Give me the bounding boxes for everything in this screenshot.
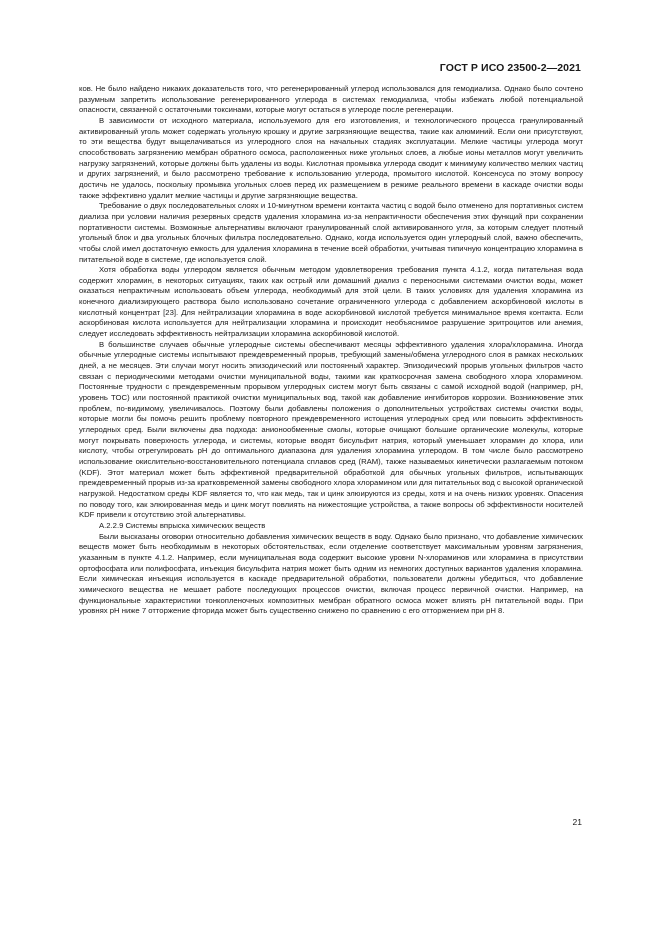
paragraph-chemical-injection: Были высказаны оговорки относительно добавления химических веществ в воду. Однако было признано, что добавление химических веществ может быть необходимым в некоторых обстоятельствах, если отделение соответствует максимальным уровням загрязнения, указанным в пункте 4.1.2. Например, если муниципальная вода содержит высокие уровни N-хлораминов или хлорамина в присутствии ортофосфата или полифосфата, инъекция бисульфита натрия может быть одним из немногих доступных вариантов удаления хлорамина. Если химическая инъекция используется в каскаде предварительной обработки, пользователи должны убедиться, что добавление химического вещества не мешает работе последующих процессов очистки, включая процесс первичной очистки. Например, на функциональные характеристики тонкопленочных композитных мембран обратного осмоса может влиять pH питательной воды. При уровнях pH ниже 7 отторжение фторида может быть существенно снижено по сравнению с его отторжением при pH 8.	[79, 531, 583, 616]
paragraph-portable-systems: Требование о двух последовательных слоях и 10-минутном времени контакта частиц с водой было отменено для портативных систем диализа при условии наличия резервных средств удаления хлорамина из-за непрактичности обеспечения этих функций при сохранении портативности системы. Возможные альтернативы включают гранулированный слой активированного угля, за которым следует плотный угольный блок и два угольных блочных фильтра последовательно. Однако, когда используется один углеродный слой, важно обеспечить, чтобы слой имел достаточную емкость для удаления хлорамина в течение всей обработки, учитывая типичную концентрацию хлорамина в питательной воде в системе, где используется слой.	[79, 201, 583, 264]
paragraph-ascorbic-acid: Хотя обработка воды углеродом является обычным методом удовлетворения требования пункта 4.1.2, когда питательная вода содержит хлорамин, в некоторых ситуациях, таких как острый или домашний диализ с переносными системами очистки воды, может оказаться непрактичным использовать объем углерода, необходимый для этой цели. В таких условиях для удаления хлорамина из конечного диализирующего раствора было использовано сочетание ограниченного углерода с добавлением аскорбиновой кислоты в кислотный концентрат [23]. Для нейтрализации хлорамина в воде аскорбиновой кислотой требуется минимальное время контакта. Если аскорбиновая кислота используется для нейтрализации хлорамина и происходит необъяснимое разрушение эритроцитов или анемия, следует исследовать эффективность нейтрализации хлорамина аскорбиновой кислотой.	[79, 265, 583, 339]
paragraph-carbon-breakthrough: В большинстве случаев обычные углеродные системы обеспечивают месяцы эффективного удаления хлора/хлорамина. Иногда обычные углеродные системы испытывают преждевременный прорыв, требующий замены/обмена углеродного слоя в рамках нескольких дней, а не месяцев. Эти случаи могут носить эпизодический или постоянный характер. Эпизодический прорыв угольных фильтров часто связан с периодическими методами очистки муниципальной воды, такими как краткосрочная замена свободного хлора хлорамином. Постоянные трудности с преждевременным прорывом углеродных систем могут быть связаны с самой исходной водой (например, pH, уровень TOC) или постоянной практикой очистки муниципальных вод, такой как добавление ингибиторов коррозии. Возникновение этих проблем, по-видимому, увеличивалось. Поэтому были добавлены положения о дополнительных устройствах системы очистки воды, которые могли бы помочь решить проблему повторного преждевременного истощения углеродных сред или повысить эффективность углеродных сред. Были включены два подхода: анионообменные смолы, которые очищают большие органические молекулы, которые могут покрывать поверхность углерода, и системы, которые вводят бисульфит натрия, который уменьшает хлорамин до хлора, или кислоту, чтобы отрегулировать pH до оптимального диапазона для удаления хлорамина углеродом. В том числе было рассмотрено использование окислительно-восстановительного потенциала сплавов сред (RAM), также называемых кинетически разлагаемым потоком (KDF). Этот материал может быть эффективной предварительной обработкой для обычных угольных фильтров, испытывающих преждевременный прорыв из-за кратковременной замены свободного хлора хлорамином или для питательных вод с высокой органической нагрузкой. Недостатком среды KDF является то, что как медь, так и цинк элюируются из среды, хотя и на очень низких уровнях. Опасения по поводу того, как элюированная медь и цинк могут повлиять на нижестоящие устройства, а также вопросы об эффективности носителей KDF привели к отсутствию этой альтернативы.	[79, 339, 583, 520]
document-body	[79, 84, 583, 617]
paragraph-carbon-contaminants: В зависимости от исходного материала, используемого для его изготовления, и технологического процесса гранулированный активированный уголь может содержать угольную крошку и другие загрязняющие вещества, такие как алюминий. Если они присутствуют, то эти вещества будут выщелачиваться из углеродного слоя на начальных стадиях эксплуатации. Мелкие частицы углерода могут способствовать загрязнению мембран обратного осмоса, расположенных ниже угольных слоев, а любые ионы металлов могут увеличить нагрузку загрязнений, которые должны быть удалены из воды. Кислотная промывка углерода сводит к минимуму количество мелких частиц и других загрязнений, и было рассмотрено требование к использованию углерода, промытого кислотой. Консенсуса по этому вопросу достичь не удалось, поскольку промывка угольных слоев перед их размещением в режиме реального времени в каскаде очистки воды также эффективно удалит мелкие частицы и другие загрязняющие вещества.	[79, 115, 583, 200]
page-number: 21	[572, 817, 582, 827]
document-standard-id: ГОСТ Р ИСО 23500-2—2021	[439, 62, 581, 74]
section-heading: А.2.2.9 Системы впрыска химических веществ	[99, 520, 266, 530]
paragraph-continuation: ков. Не было найдено никаких доказательств того, что регенерированный углерод использовался для гемодиализа. Однако было сочтено разумным запретить использование регенерированного углерода в системах гемодиализа, чтобы избежать любой потенциальной опасности, связанной с остаточными токсинами, которые могут остаться в углероде после регенерации.	[79, 84, 583, 115]
